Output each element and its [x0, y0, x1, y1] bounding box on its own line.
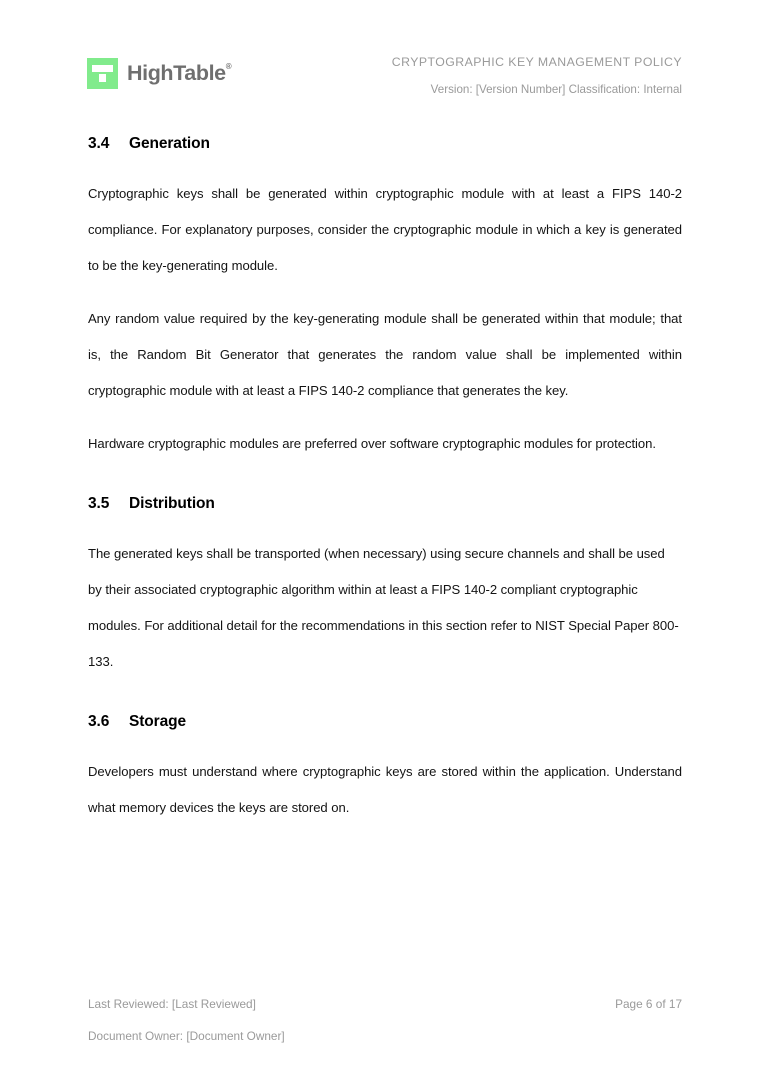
- spacer: [88, 462, 682, 495]
- brand-wordmark-text: HighTable: [127, 60, 226, 85]
- document-body: [88, 135, 682, 826]
- brand-logo: [87, 52, 231, 89]
- logo-stem-shape: [99, 74, 106, 82]
- section-number: 3.6: [88, 713, 110, 731]
- header-version-classification: Version: [Version Number] Classification: Internal: [430, 83, 682, 97]
- footer-page-number: Page 6 of 17: [615, 997, 682, 1011]
- section-heading-3-5: [88, 495, 682, 514]
- header-document-title: CRYPTOGRAPHIC KEY MANAGEMENT POLICY: [391, 55, 682, 69]
- spacer: [88, 732, 682, 754]
- spacer: [88, 284, 682, 301]
- section-title: Distribution: [129, 495, 215, 513]
- footer-document-owner: Document Owner: [Document Owner]: [88, 1028, 285, 1043]
- document-footer: [88, 999, 682, 1043]
- spacer: [88, 409, 682, 426]
- footer-row-top: [88, 999, 682, 1011]
- paragraph: Hardware cryptographic modules are preferred over software cryptographic modules for protection.: [88, 436, 656, 452]
- document-header: [87, 52, 682, 96]
- header-metadata: [392, 52, 682, 96]
- section-number: 3.4: [88, 135, 110, 152]
- spacer: [88, 680, 682, 713]
- paragraph: Any random value required by the key-generating module shall be generated within that module; that is, the Random Bit Generator that generates the random value shall be implemented within cryptographic module with at least a FIPS 140-2 compliance that generates the key.: [88, 310, 682, 399]
- logo-bar-shape: [92, 65, 113, 72]
- section-heading-3-6: [88, 713, 682, 732]
- paragraph: The generated keys shall be transported (when necessary) using secure channels and shall be used by their associated cryptographic algorithm within at least a FIPS 140-2 compliant cryptographic modules. For additional detail for the recommendations in this section refer to NIST Special Paper 800-133.: [88, 545, 679, 670]
- section-title: Storage: [129, 713, 187, 731]
- spacer: [88, 154, 682, 176]
- brand-wordmark: [127, 60, 232, 85]
- section-title: Generation: [129, 135, 210, 152]
- spacer: [88, 514, 682, 536]
- registered-trademark-icon: ®: [225, 61, 232, 71]
- paragraph: Developers must understand where cryptographic keys are stored within the application. Understand what memory devices the keys are stored on.: [88, 763, 682, 815]
- footer-row-bottom: [88, 1028, 682, 1043]
- section-heading-3-4: [88, 135, 682, 154]
- hightable-table-logo-icon: [87, 58, 118, 89]
- section-number: 3.5: [88, 495, 110, 513]
- footer-last-reviewed: Last Reviewed: [Last Reviewed]: [88, 997, 256, 1011]
- paragraph: Cryptographic keys shall be generated within cryptographic module with at least a FIPS 140-2 compliance. For explanatory purposes, consider the cryptographic module in which a key is generated to be the key-generating module.: [88, 185, 682, 273]
